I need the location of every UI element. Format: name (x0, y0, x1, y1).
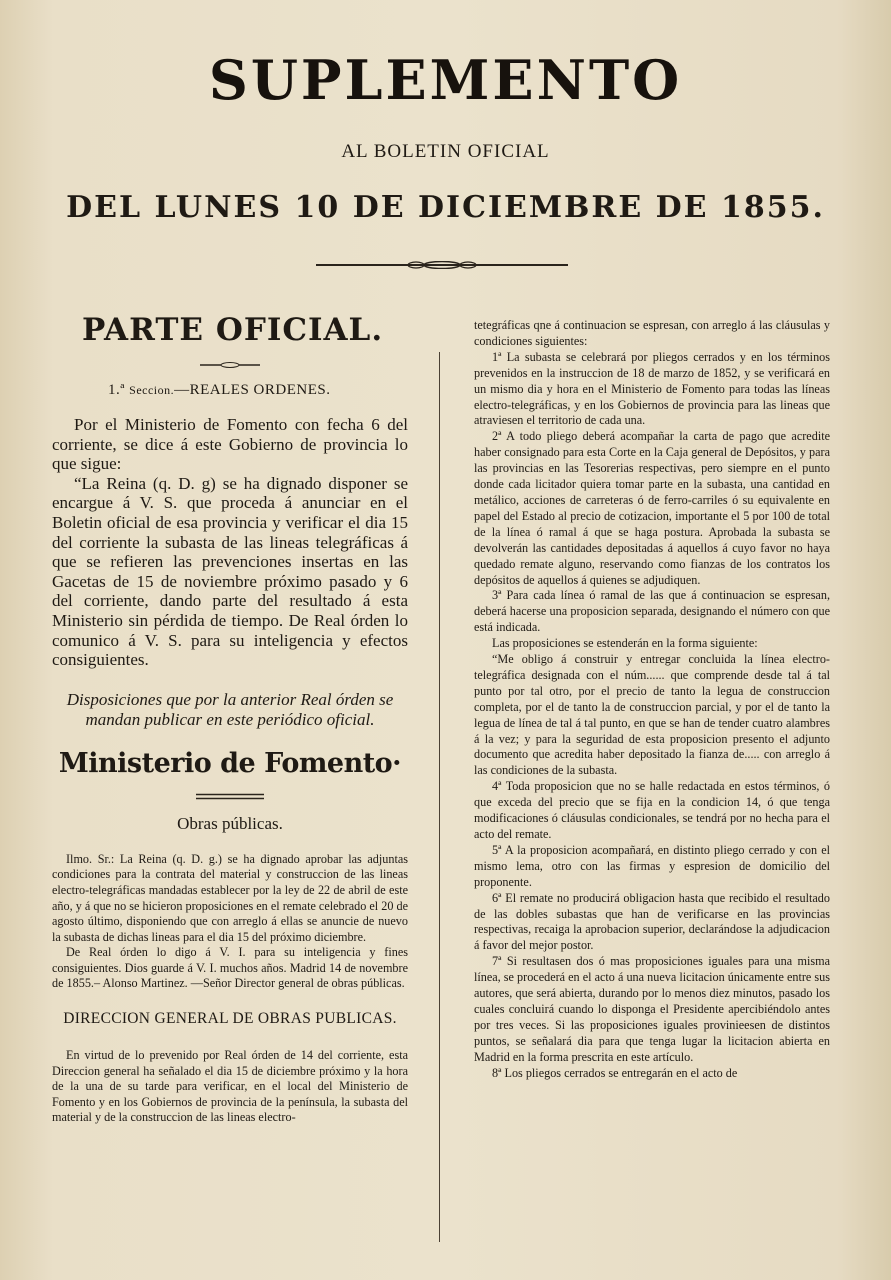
clause-paragraph: 8ª Los pliegos cerrados se entregarán en el acto de (492, 1065, 738, 1080)
direccion-heading: DIRECCION GENERAL DE OBRAS PUBLICAS. (63, 1010, 397, 1028)
section-word: Seccion. (129, 383, 175, 397)
ministerio-heading: Ministerio de Fomento· (58, 747, 402, 779)
clause-paragraph: 7ª Si resultasen dos ó mas proposiciones iguales para una misma línea, se procederá en el acto á una nueva licitacion únicamente entre sus autores, que será abierta, durando por lo menos diez minutos, pasado los cuales concluirá cuando lo disponga el Presidente apercibiéndolo antes por tres veces. Si las proposiciones iguales provinieesen de distintos puntos, se señalará dia para que tenga lugar la licitacion abierta en Madrid en la forma prescrita en este artículo. (474, 954, 830, 1064)
clause-paragraph: “Me obligo á construir y entregar concluida la línea electro-telegráfica designada con el núm...... que comprende desde tal á tal punto por tal otro, por el precio de tanto la legua de construccion completa, por el de tanto la de construccion parcial, y por el de tanto la legua de línea de tal á tal punto, en que se han de tender cuatro alambres á la vez; y para la seguridad de esta proposicion presento el adjunto documento que acredita haber depositado la fianza de..... con arreglo á las condiciones de la subasta. (474, 652, 830, 778)
direccion-paragraph: En virtud de lo prevenido por Real órden de 14 del corriente, esta Direccion general ha señalado el dia 15 de diciembre próximo y la hora de la una de su tarde para verificar, en el local del Ministerio de Fomento y en los Gobiernos de provincia de la península, la subasta del material y de la construccion de las lineas electro- (52, 1048, 408, 1125)
right-column (474, 318, 830, 1082)
clause-paragraph: 2ª A todo pliego deberá acompañar la carta de pago que acredite haber consignado para esta Corte en la Caja general de Depósitos, y para las provincias en las Tesorerias respectivas, pero siempre en el punto donde cada licitador quiera tomar parte en la subasta, una cantidad en metálico, acciones de carreteras ó de ferro-carriles ó su equivalente en papel del Estado al precio de cotizacion, importante el 5 por 100 de total de la línea ó ramal á que se haga postura. Aprobada la subasta se devolverán las cantidades depositadas á aquellos á cuyo favor no haya quedado remate alguno, reservando como fianzas de los contratos los depósitos de aquellos á quienes se adjudiquen. (474, 429, 830, 587)
ornament-rule (316, 261, 568, 269)
section-title: —REALES ORDENES. (174, 382, 331, 398)
clause-paragraph: Las proposiciones se estenderán en la forma siguiente: (492, 636, 758, 651)
double-rule (196, 793, 264, 800)
intro-paragraph: Por el Ministerio de Fomento con fecha 6 del corriente, se dice á este Gobierno de provincia lo que sigue: (52, 415, 408, 474)
masthead-date: DEL LUNES 10 DE DICIEMBRE DE 1855. (66, 190, 825, 225)
small-ornament (200, 362, 260, 368)
masthead-title: SUPLEMENTO (208, 48, 683, 112)
clause-paragraph: 6ª El remate no producirá obligacion hasta que recibido el resultado de las dobles subastas que han de verificarse en las provincias respectivas, recaiga la aprobacion superior, declarándose la adjudicacion á favor del mejor postor. (474, 890, 830, 953)
obras-heading: Obras públicas. (177, 813, 283, 833)
orden-paragraph: Ilmo. Sr.: La Reina (q. D. g.) se ha dignado aprobar las adjuntas condiciones para la contrata del material y construccion de las lineas electro-telegráficas mandadas establecer por la ley de 22 de abril de este año, y á que no se hicieron proposiciones en el remate celebrado el 20 de agosto último, disponiendo que con arreglo á ellas se anuncie de nuevo la subasta de dichas lineas para el dia 15 del próximo diciembre. (52, 851, 408, 944)
section-heading: PARTE OFICIAL. (82, 312, 384, 348)
section-number: 1.ª (108, 382, 125, 398)
clause-paragraph: 3ª Para cada línea ó ramal de las que á continuacion se espresan, deberá hacerse una proposicion separada, designando el número con que está indicada. (474, 588, 830, 635)
intro-text (52, 415, 408, 670)
column-divider (439, 352, 440, 1242)
clause-paragraph: 1ª La subasta se celebrará por pliegos cerrados y en los términos prevenidos en la instruccion de 18 de marzo de 1852, y se verificará en un mismo dia y hora en el Ministerio de Fomento para todas las líneas electro-telegráficas, y en los Gobiernos de provincia para las lineas que atraviesen el territorio de cada una. (474, 349, 830, 428)
orden-paragraph: De Real órden lo digo á V. I. para su inteligencia y fines consiguientes. Dios guarde á V. I. muchos años. Madrid 14 de novembre de 1855.– Alonso Martinez. —Señor Director general de obras públicas. (52, 945, 408, 991)
orden-text (52, 852, 408, 992)
real-orden-paragraph: “La Reina (q. D. g) se ha dignado disponer se encargue á V. S. que proceda á anunciar en el Boletin oficial de esa provincia y verificar el dia 15 del corriente la subasta de las lineas telegráficas á que se refieren las prevenciones insertas en las Gacetas de 15 de noviembre próximo pasado y 6 del corriente, dando parte del resultado á esta Ministerio sin pérdida de tiempo. De Real órden lo comunico á V. S. para su inteligencia y efectos consiguientes. (52, 473, 408, 670)
clause-paragraph: 4ª Toda proposicion que no se halle redactada en estos términos, ó que exceda del precio que se fija en la condicion 14, ó que tenga modificaciones ó cláusulas condicionales, se tendrá por no hecha para el acto del remate. (474, 779, 830, 841)
clause-paragraph: tetegráficas qne á continuacion se espresan, con arreglo á las cláusulas y condiciones siguientes: (474, 318, 830, 348)
masthead-subtitle: AL BOLETIN OFICIAL (341, 141, 550, 162)
disposiciones-note: Disposiciones que por la anterior Real órden se mandan publicar en este periódico oficial. (66, 689, 394, 729)
section-subheading (108, 382, 408, 399)
left-column (52, 312, 408, 1126)
direccion-text (52, 1048, 408, 1126)
clause-paragraph: 5ª A la proposicion acompañará, en distinto pliego cerrado y con el mismo lema, otro con las firmas y espresion de domicilio del proponente. (474, 842, 830, 889)
